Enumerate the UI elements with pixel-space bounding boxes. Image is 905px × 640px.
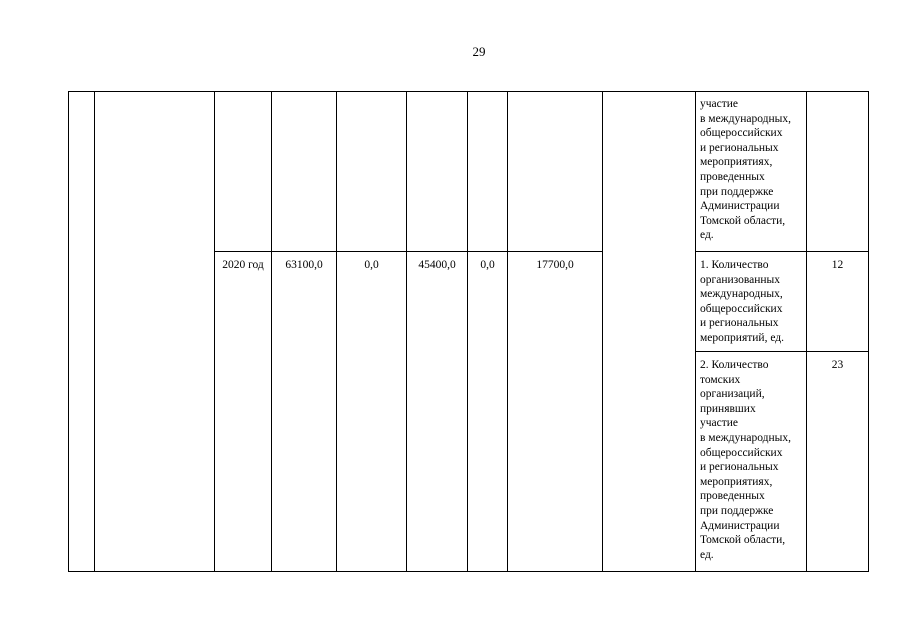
col-line-0 [68, 91, 69, 572]
col-line-5 [406, 91, 407, 572]
indicator-2-name-cell: 2. Количество томских организаций, принявших участие в международных, общероссийских и региональных мероприятиях, проведенных при поддержке Администрации Томской области, ед. [700, 359, 792, 561]
col-line-2 [214, 91, 215, 572]
row-divider-indicators-1 [695, 251, 869, 252]
budget-table [68, 91, 869, 572]
col-line-10 [806, 91, 807, 572]
col-line-7 [507, 91, 508, 572]
row-divider-funding [214, 251, 602, 252]
federal-funding-cell: 0,0 [364, 259, 379, 271]
col-line-11 [868, 91, 869, 572]
col-line-9 [695, 91, 696, 572]
other-funding-cell: 17700,0 [536, 259, 574, 271]
indicator-name-cell: участие в международных, общероссийских и региональных мероприятиях, проведенных при поддержке Администрации Томской области, ед. [700, 98, 792, 242]
indicator-1-value-cell: 12 [831, 259, 844, 271]
page-number: 29 [472, 44, 486, 59]
col-line-6 [467, 91, 468, 572]
table-border-bottom [68, 571, 869, 572]
indicator-1-name-cell: 1. Количество организованных международных, общероссийских и региональных мероприятий, ед. [700, 259, 784, 344]
col-line-3 [271, 91, 272, 572]
row-divider-indicators-2 [695, 351, 869, 352]
total-funding-cell: 63100,0 [285, 259, 323, 271]
local-funding-cell: 0,0 [480, 259, 495, 271]
col-line-1 [94, 91, 95, 572]
col-line-8 [602, 91, 603, 572]
indicator-2-value-cell: 23 [831, 359, 844, 371]
year-cell: 2020 год [222, 259, 264, 271]
regional-funding-cell: 45400,0 [418, 259, 456, 271]
table-border-top [68, 91, 869, 92]
col-line-4 [336, 91, 337, 572]
